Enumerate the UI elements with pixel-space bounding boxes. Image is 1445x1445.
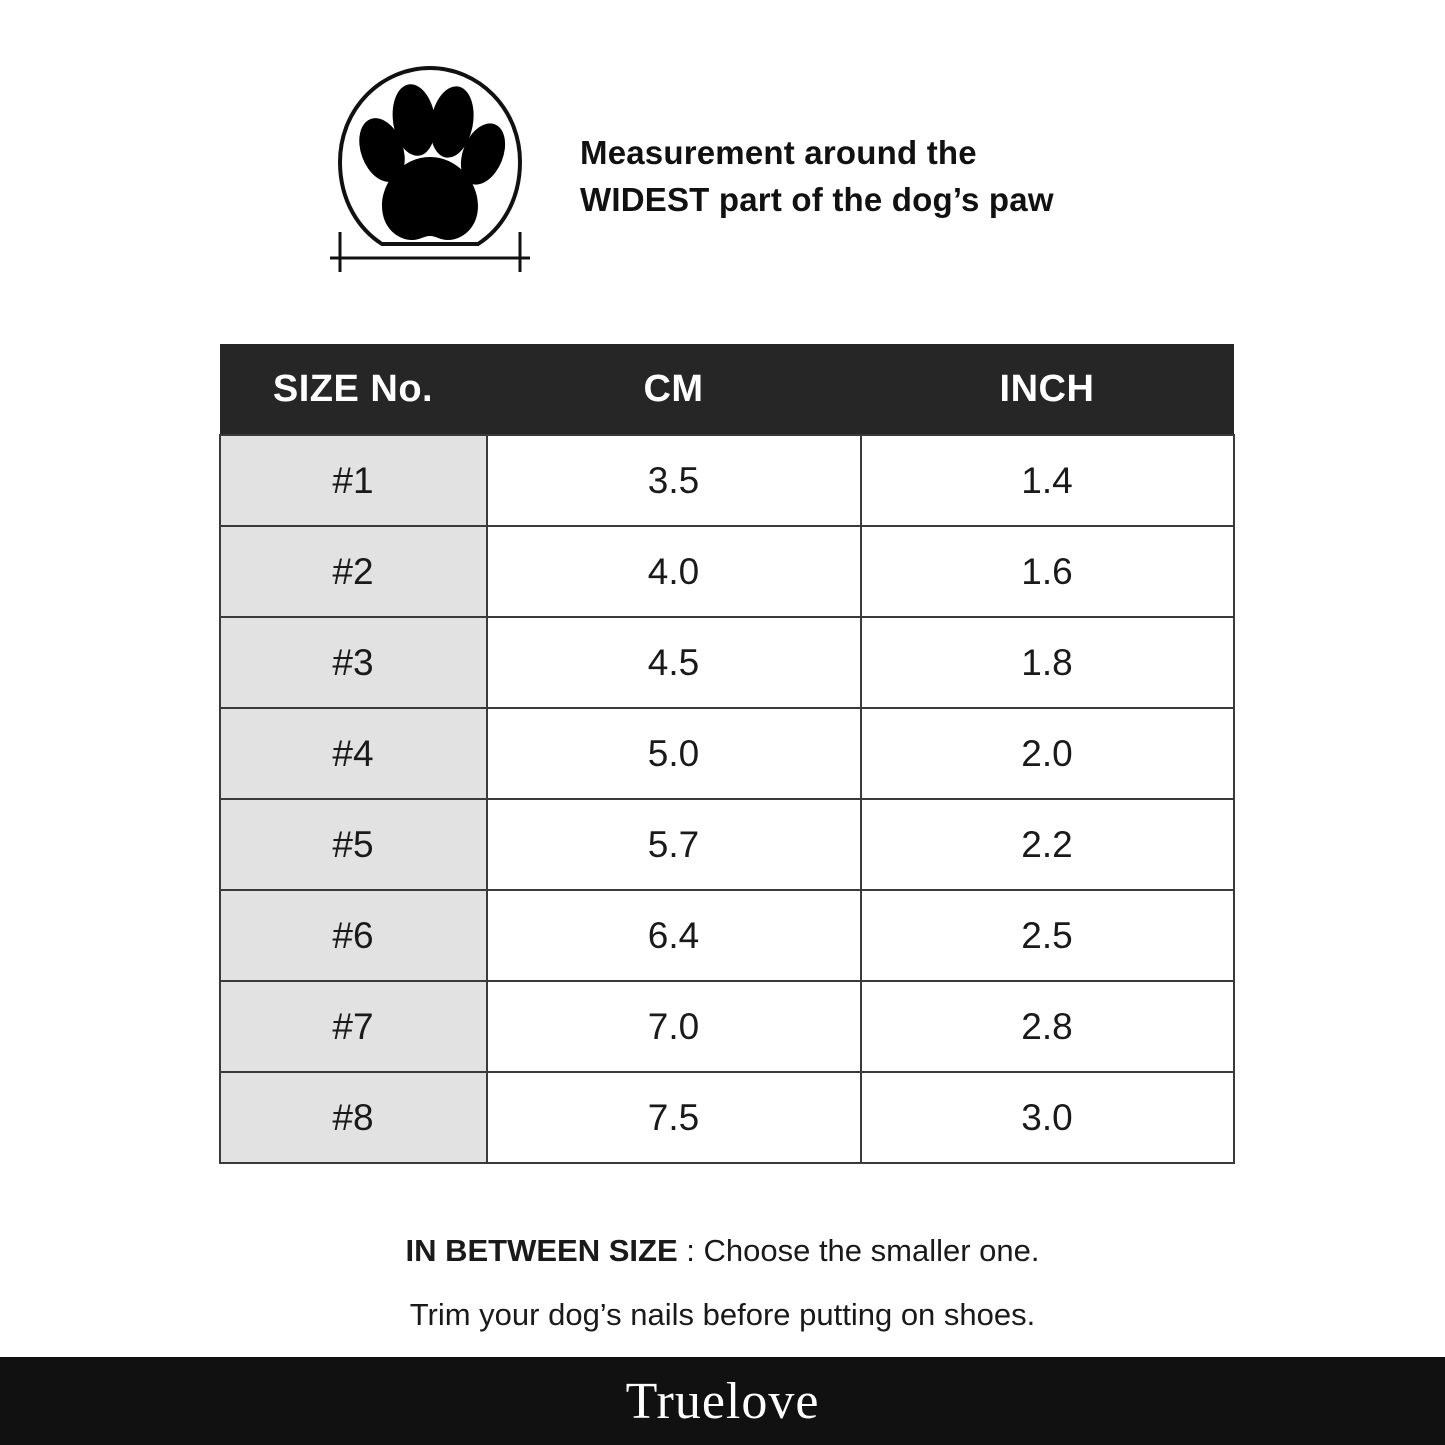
table-row <box>220 981 1234 1072</box>
header <box>0 0 1445 230</box>
cell-size: #1 <box>220 435 487 526</box>
cell-size: #5 <box>220 799 487 890</box>
cell-inch: 3.0 <box>861 1072 1234 1163</box>
trim-nails-note: Trim your dog’s nails before putting on shoes. <box>409 1297 1036 1333</box>
cell-inch: 1.8 <box>861 617 1234 708</box>
cell-inch: 2.0 <box>861 708 1234 799</box>
cell-cm: 4.5 <box>487 617 861 708</box>
in-between-size-note <box>0 1226 1445 1276</box>
table-row <box>220 708 1234 799</box>
table-body <box>220 435 1234 1163</box>
cell-inch: 1.4 <box>861 435 1234 526</box>
instruction-line-2: WIDEST part of the dog’s paw <box>580 180 1054 218</box>
table-row <box>220 617 1234 708</box>
table-header-row <box>220 344 1234 435</box>
cell-inch: 2.2 <box>861 799 1234 890</box>
table-row <box>220 890 1234 981</box>
cell-cm: 6.4 <box>487 890 861 981</box>
cell-cm: 7.0 <box>487 981 861 1072</box>
brand-logo: Truelove <box>625 1372 820 1430</box>
cell-size: #8 <box>220 1072 487 1163</box>
table-row <box>220 1072 1234 1163</box>
table-row <box>220 435 1234 526</box>
column-header-inch: INCH <box>861 344 1234 435</box>
table-head <box>220 344 1234 435</box>
cell-cm: 5.7 <box>487 799 861 890</box>
cell-size: #7 <box>220 981 487 1072</box>
cell-inch: 1.6 <box>861 526 1234 617</box>
instruction-line-1: Measurement around the <box>580 134 977 171</box>
paw-print-icon <box>330 62 530 282</box>
cell-size: #6 <box>220 890 487 981</box>
notes-section <box>0 1226 1445 1340</box>
table-row <box>220 799 1234 890</box>
cell-cm: 5.0 <box>487 708 861 799</box>
cell-size: #4 <box>220 708 487 799</box>
cell-size: #2 <box>220 526 487 617</box>
cell-cm: 7.5 <box>487 1072 861 1163</box>
cell-size: #3 <box>220 617 487 708</box>
footer-bar <box>0 1357 1445 1445</box>
cell-cm: 4.0 <box>487 526 861 617</box>
size-table-container <box>219 344 1227 1164</box>
table-row <box>220 526 1234 617</box>
cell-inch: 2.5 <box>861 890 1234 981</box>
column-header-size: SIZE No. <box>220 344 487 435</box>
in-between-size-label: IN BETWEEN SIZE <box>405 1233 678 1268</box>
size-table <box>219 344 1235 1164</box>
in-between-size-text: : Choose the smaller one. <box>677 1233 1040 1268</box>
measurement-instruction <box>580 130 1054 224</box>
cell-inch: 2.8 <box>861 981 1234 1072</box>
column-header-cm: CM <box>487 344 861 435</box>
cell-cm: 3.5 <box>487 435 861 526</box>
